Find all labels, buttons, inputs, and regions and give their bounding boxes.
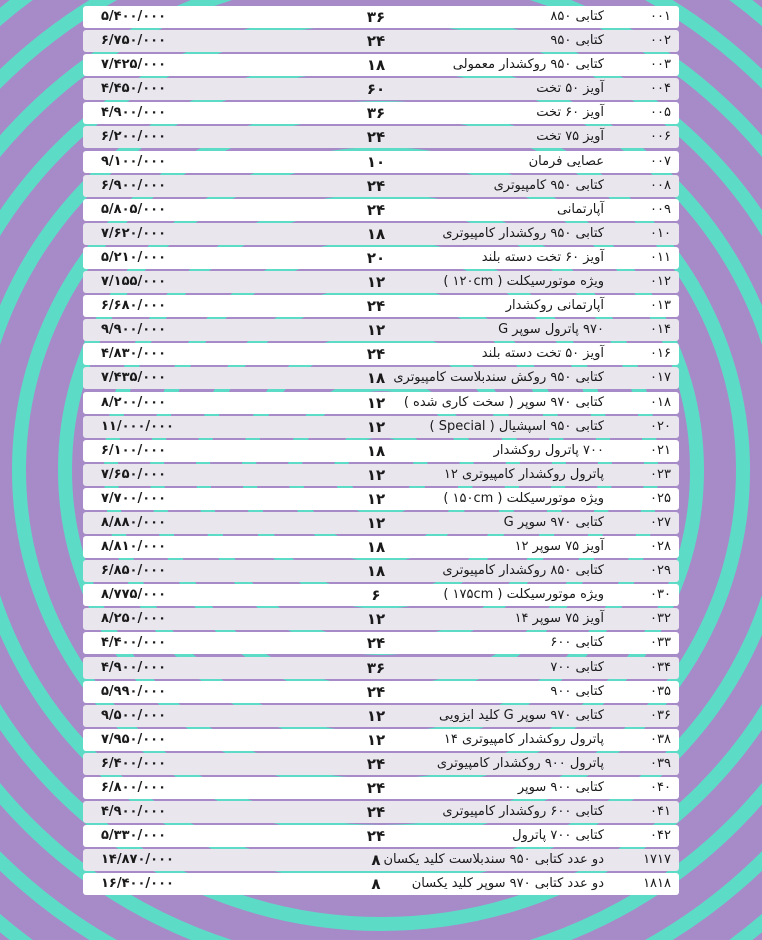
row-price: ۷/۶۲۰/۰۰۰ — [101, 225, 167, 241]
table-row — [83, 319, 679, 341]
row-code: ۰۲۷ — [650, 514, 671, 530]
row-quantity: ۲۴ — [366, 682, 386, 701]
row-code: ۰۱۳ — [650, 298, 671, 314]
table-row — [83, 705, 679, 727]
row-quantity: ۱۸ — [366, 441, 386, 460]
row-price: ۴/۹۰۰/۰۰۰ — [101, 105, 167, 121]
row-code: ۰۱۶ — [650, 346, 671, 362]
row-code: ۰۰۵ — [650, 105, 671, 121]
row-code: ۰۰۳ — [650, 57, 671, 73]
table-row — [83, 777, 679, 799]
row-price: ۴/۹۰۰/۰۰۰ — [101, 659, 167, 675]
row-code: ۰۴۱ — [650, 804, 671, 820]
row-price: ۹/۵۰۰/۰۰۰ — [101, 707, 167, 723]
row-title: پاترول روکشدار کامپیوتری ۱۲ — [443, 466, 604, 482]
row-title: کتابی ۶۰۰ — [550, 635, 604, 651]
row-title: آویز ۷۵ سوپر ۱۴ — [514, 611, 604, 627]
row-code: ۰۰۴ — [650, 81, 671, 97]
price-table — [83, 6, 679, 897]
row-price: ۴/۸۳۰/۰۰۰ — [101, 346, 167, 362]
row-price: ۷/۷۰۰/۰۰۰ — [101, 490, 167, 506]
row-quantity: ۲۴ — [366, 297, 386, 316]
row-quantity: ۶۰ — [366, 80, 386, 99]
row-price: ۸/۷۷۵/۰۰۰ — [101, 587, 167, 603]
row-code: ۰۲۸ — [650, 539, 671, 555]
row-price: ۵/۴۰۰/۰۰۰ — [101, 9, 167, 24]
row-quantity: ۱۲ — [366, 730, 386, 749]
row-title: کتابی ۹۷۰ سوپر G کلید ایزویی — [438, 707, 604, 723]
row-quantity: ۲۴ — [366, 754, 386, 773]
row-price: ۸/۸۸۰/۰۰۰ — [101, 514, 167, 530]
row-title: کتابی ۷۰۰ پاترول — [512, 828, 604, 844]
row-price: ۶/۹۰۰/۰۰۰ — [101, 177, 167, 193]
row-title: ۷۰۰ پاترول روکشدار — [493, 442, 604, 458]
row-title: آویز ۵۰ تخت — [536, 81, 604, 97]
row-quantity: ۱۸ — [366, 224, 386, 243]
row-quantity: ۳۶ — [366, 8, 386, 26]
row-code: ۰۲۹ — [650, 563, 671, 579]
row-price: ۶/۲۰۰/۰۰۰ — [101, 129, 167, 145]
row-title: آپارتمانی — [556, 201, 604, 217]
row-price: ۱۴/۸۷۰/۰۰۰ — [101, 852, 174, 868]
table-row — [83, 271, 679, 293]
table-row — [83, 367, 679, 389]
row-quantity: ۶ — [371, 586, 381, 605]
row-code: ۰۰۹ — [650, 201, 671, 217]
row-price: ۷/۴۲۵/۰۰۰ — [101, 57, 167, 73]
row-price: ۵/۲۱۰/۰۰۰ — [101, 249, 167, 265]
row-price: ۴/۹۰۰/۰۰۰ — [101, 804, 167, 820]
row-code: ۰۰۲ — [650, 33, 671, 49]
row-price: ۶/۸۰۰/۰۰۰ — [101, 780, 167, 795]
row-title: کتابی ۹۵۰ روکش سندبلاست کامپیوتری — [393, 370, 604, 386]
row-quantity: ۲۴ — [366, 176, 386, 195]
row-quantity: ۲۰ — [366, 248, 386, 267]
row-title: پاترول ۹۰۰ روکشدار کامپیوتری — [436, 755, 604, 771]
table-row — [83, 560, 679, 582]
row-title: عصایی فرمان — [528, 153, 604, 169]
row-quantity: ۸ — [371, 875, 381, 894]
row-quantity: ۲۴ — [366, 200, 386, 219]
table-row — [83, 536, 679, 558]
row-price: ۵/۸۰۵/۰۰۰ — [101, 201, 167, 217]
row-price: ۵/۳۳۰/۰۰۰ — [101, 828, 167, 844]
table-row — [83, 30, 679, 52]
row-code: ۰۳۶ — [650, 707, 671, 723]
row-title: کتابی ۹۵۰ روکشدار معمولی — [452, 57, 604, 73]
table-row — [83, 801, 679, 823]
row-price: ۶/۷۵۰/۰۰۰ — [101, 33, 167, 49]
row-title: کتابی ۶۰۰ روکشدار کامپیوتری — [442, 804, 604, 820]
table-row — [83, 6, 679, 28]
row-title: دو عدد کتابی ۹۵۰ سندبلاست کلید یکسان — [383, 852, 604, 868]
row-code: ۰۳۲ — [650, 611, 671, 627]
row-quantity: ۲۴ — [366, 827, 386, 846]
row-title: آویز ۵۰ تخت دسته بلند — [481, 346, 604, 362]
row-title: آویز ۶۰ تخت دسته بلند — [481, 249, 604, 265]
row-title: ۹۷۰ پاترول سوپر G — [498, 322, 604, 338]
row-quantity: ۲۴ — [366, 345, 386, 364]
row-price: ۵/۹۹۰/۰۰۰ — [101, 683, 167, 699]
table-row — [83, 512, 679, 534]
row-quantity: ۱۸ — [366, 369, 386, 388]
table-row — [83, 247, 679, 269]
row-code: ۱۷۱۷ — [643, 852, 671, 868]
table-row — [83, 295, 679, 317]
table-row — [83, 681, 679, 703]
row-code: ۰۱۸ — [650, 394, 671, 410]
row-code: ۰۱۰ — [650, 225, 671, 241]
row-title: دو عدد کتابی ۹۷۰ سوپر کلید یکسان — [411, 876, 604, 892]
row-title: آپارتمانی روکشدار — [505, 298, 604, 314]
row-code: ۰۲۵ — [650, 490, 671, 506]
row-title: ویژه موتورسیکلت ( ۱۷۵cm ) — [443, 587, 604, 603]
row-title: آویز ۷۵ سوپر ۱۲ — [514, 539, 604, 555]
row-quantity: ۱۸ — [366, 562, 386, 581]
row-quantity: ۱۲ — [366, 321, 386, 340]
row-quantity: ۱۲ — [366, 610, 386, 629]
row-code: ۰۴۰ — [650, 780, 671, 795]
row-price: ۸/۲۰۰/۰۰۰ — [101, 394, 167, 410]
row-price: ۶/۱۰۰/۰۰۰ — [101, 442, 167, 458]
table-row — [83, 223, 679, 245]
row-quantity: ۱۲ — [366, 273, 386, 292]
row-title: آویز ۶۰ تخت — [536, 105, 604, 121]
table-row — [83, 464, 679, 486]
table-row — [83, 78, 679, 100]
table-row — [83, 584, 679, 606]
table-row — [83, 873, 679, 895]
row-title: کتابی ۸۵۰ روکشدار کامپیوتری — [442, 563, 604, 579]
table-row — [83, 729, 679, 751]
table-row — [83, 343, 679, 365]
row-quantity: ۱۸ — [366, 56, 386, 75]
row-title: ویژه موتورسیکلت ( ۱۵۰cm ) — [443, 490, 604, 506]
row-price: ۱۱/۰۰۰/۰۰۰ — [101, 418, 174, 434]
row-code: ۰۲۰ — [650, 418, 671, 434]
row-title: کتابی ۹۵۰ روکشدار کامپیوتری — [442, 225, 604, 241]
row-code: ۰۳۸ — [650, 731, 671, 747]
row-code: ۰۱۷ — [650, 370, 671, 386]
row-price: ۶/۴۰۰/۰۰۰ — [101, 755, 167, 771]
row-code: ۰۳۵ — [650, 683, 671, 699]
row-title: کتابی ۹۷۰ سوپر ( سخت کاری شده ) — [403, 394, 604, 410]
table-row — [83, 54, 679, 76]
row-quantity: ۱۰ — [366, 152, 386, 171]
row-quantity: ۱۲ — [366, 393, 386, 412]
row-price: ۷/۱۵۵/۰۰۰ — [101, 274, 167, 290]
row-code: ۱۸۱۸ — [643, 876, 671, 892]
table-row — [83, 753, 679, 775]
row-quantity: ۱۲ — [366, 417, 386, 436]
row-title: آویز ۷۵ تخت — [536, 129, 604, 145]
row-title: کتابی ۹۵۰ اسپشیال ( Special ) — [429, 418, 604, 434]
row-code: ۰۰۸ — [650, 177, 671, 193]
row-price: ۹/۹۰۰/۰۰۰ — [101, 322, 167, 338]
row-code: ۰۰۱ — [650, 9, 671, 24]
table-row — [83, 175, 679, 197]
row-title: ویژه موتورسیکلت ( ۱۲۰cm ) — [443, 274, 604, 290]
table-row — [83, 199, 679, 221]
row-quantity: ۱۲ — [366, 489, 386, 508]
row-price: ۴/۴۵۰/۰۰۰ — [101, 81, 167, 97]
row-code: ۰۳۳ — [650, 635, 671, 651]
table-row — [83, 632, 679, 654]
row-code: ۰۲۳ — [650, 466, 671, 482]
row-code: ۰۰۶ — [650, 129, 671, 145]
row-quantity: ۳۶ — [366, 658, 386, 677]
row-code: ۰۴۲ — [650, 828, 671, 844]
row-price: ۶/۶۸۰/۰۰۰ — [101, 298, 167, 314]
table-row — [83, 849, 679, 871]
row-price: ۹/۱۰۰/۰۰۰ — [101, 153, 167, 169]
row-code: ۰۱۴ — [650, 322, 671, 338]
row-price: ۷/۴۳۵/۰۰۰ — [101, 370, 167, 386]
table-row — [83, 151, 679, 173]
row-code: ۰۳۴ — [650, 659, 671, 675]
row-quantity: ۳۶ — [366, 104, 386, 123]
row-quantity: ۸ — [371, 851, 381, 870]
table-row — [83, 825, 679, 847]
row-quantity: ۱۸ — [366, 538, 386, 557]
table-row — [83, 392, 679, 414]
row-quantity: ۲۴ — [366, 128, 386, 147]
row-quantity: ۲۴ — [366, 32, 386, 51]
table-row — [83, 126, 679, 148]
row-price: ۷/۹۵۰/۰۰۰ — [101, 731, 167, 747]
row-quantity: ۲۴ — [366, 779, 386, 797]
row-quantity: ۱۲ — [366, 465, 386, 484]
row-price: ۱۶/۴۰۰/۰۰۰ — [101, 876, 174, 892]
row-price: ۷/۶۵۰/۰۰۰ — [101, 466, 167, 482]
row-title: کتابی ۹۵۰ — [550, 33, 604, 49]
row-code: ۰۱۱ — [650, 249, 671, 265]
row-title: کتابی ۹۰۰ — [550, 683, 604, 699]
row-code: ۰۳۰ — [650, 587, 671, 603]
row-title: کتابی ۷۰۰ — [550, 659, 604, 675]
row-price: ۶/۸۵۰/۰۰۰ — [101, 563, 167, 579]
table-row — [83, 416, 679, 438]
row-quantity: ۱۲ — [366, 706, 386, 725]
row-code: ۰۱۲ — [650, 274, 671, 290]
row-price: ۴/۴۰۰/۰۰۰ — [101, 635, 167, 651]
row-quantity: ۲۴ — [366, 634, 386, 653]
row-code: ۰۰۷ — [650, 153, 671, 169]
table-row — [83, 657, 679, 679]
row-title: کتابی ۹۷۰ سوپر G — [503, 514, 604, 530]
row-title: کتابی ۹۰۰ سوپر — [517, 780, 604, 795]
row-title: پاترول روکشدار کامپیوتری ۱۴ — [443, 731, 604, 747]
row-code: ۰۳۹ — [650, 755, 671, 771]
row-quantity: ۲۴ — [366, 803, 386, 822]
row-quantity: ۱۲ — [366, 513, 386, 532]
row-price: ۸/۲۵۰/۰۰۰ — [101, 611, 167, 627]
table-row — [83, 102, 679, 124]
table-row — [83, 440, 679, 462]
table-row — [83, 488, 679, 510]
row-price: ۸/۸۱۰/۰۰۰ — [101, 539, 167, 555]
row-title: کتابی ۹۵۰ کامپیوتری — [493, 177, 604, 193]
row-code: ۰۲۱ — [650, 442, 671, 458]
row-title: کتابی ۸۵۰ — [550, 9, 604, 24]
table-row — [83, 608, 679, 630]
